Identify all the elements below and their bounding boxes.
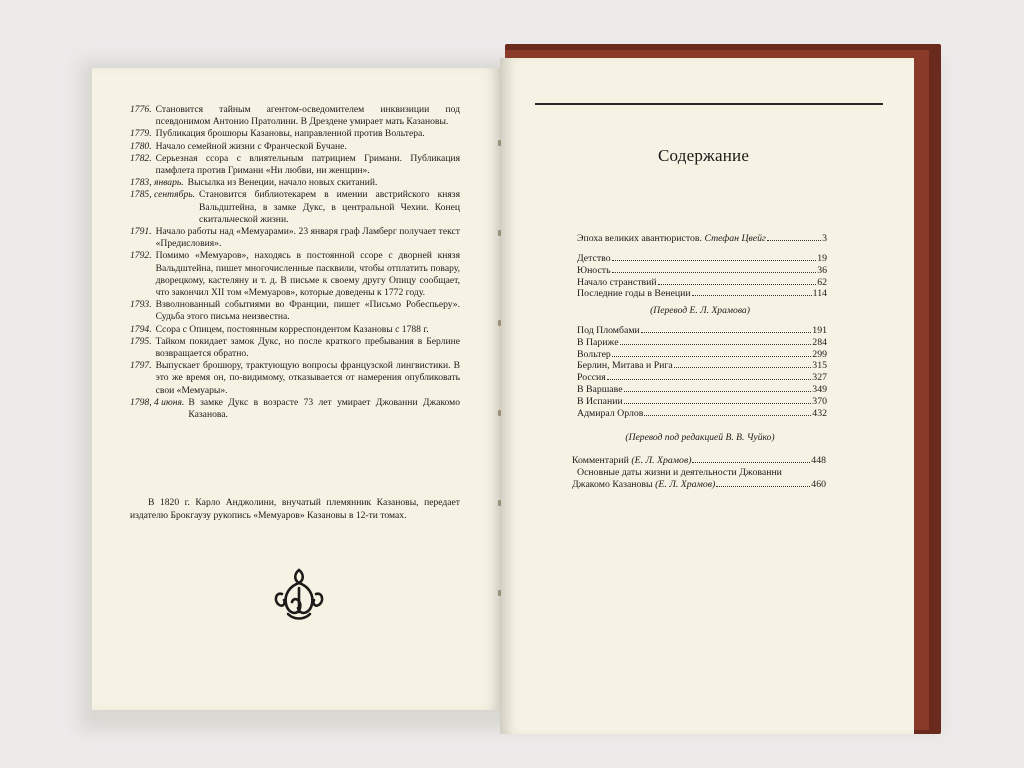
toc-label: В Париже [577, 336, 619, 348]
chronology-entry [130, 250, 460, 299]
toc-label: Джакомо Казановы [572, 478, 653, 490]
toc-page: 327 [812, 372, 827, 384]
toc-row [577, 360, 827, 372]
entry-text: Публикация брошюры Казановы, направленной против Вольтера. [155, 128, 425, 140]
chronology-entry [130, 104, 460, 128]
toc-author: Стефан Цвейг [704, 233, 766, 244]
toc-label: Под Пломбами [577, 325, 640, 336]
toc-label: Эпоха великих авантюристов. [577, 233, 702, 244]
entry-year: 1795. [130, 335, 152, 347]
chronology-entry [130, 153, 460, 177]
floral-vignette-icon [270, 564, 328, 622]
toc-title: Содержание [658, 146, 750, 165]
toc-label: В Испании [577, 395, 623, 407]
toc-page: 62 [817, 276, 827, 288]
entry-text: Помимо «Мемуаров», находясь в постоянной ссоре с дворней князя Вальдштейна, пишет многочисленные пасквили, чтобы отплатить повару, дворецкому, кастеляну и т. д. В письме к своему другу Опицу сообщает, что закончил XII том «Мемуаров», которые доведены к 1772 году. [155, 250, 460, 299]
binding-stitch [498, 140, 501, 146]
header-rule [535, 103, 883, 105]
toc-row [577, 384, 827, 396]
entry-text: Ссора с Опицем, постоянным корреспондентом Казановы с 1788 г. [155, 323, 429, 335]
toc-page: 3 [822, 233, 827, 244]
toc-row [577, 349, 827, 361]
entry-year: 1779. [130, 128, 152, 140]
entry-year: 1780. [130, 140, 152, 152]
toc-row [577, 408, 827, 420]
toc-page: 349 [812, 383, 827, 395]
toc-author: (Е. Л. Храмов) [655, 478, 716, 490]
entry-text: Высылка из Венеции, начало новых скитаний. [187, 177, 378, 189]
toc-row [572, 479, 826, 491]
toc-row [577, 396, 827, 408]
toc-label: Детство [577, 253, 611, 264]
toc-page: 448 [811, 455, 826, 466]
binding-stitch [498, 500, 501, 506]
chronology-entry [130, 397, 460, 421]
entry-year: 1793. [130, 299, 152, 311]
toc-row [577, 253, 827, 265]
chronology-entry [130, 128, 460, 140]
toc-label: Последние годы в Венеции [577, 288, 691, 300]
afterword-paragraph: В 1820 г. Карло Анджолини, внучатый племянник Казановы, передает издателю Брокгаузу рукопись «Мемуаров» Казановы в 12-ти томах. [130, 497, 460, 521]
toc-page: 315 [812, 360, 827, 372]
chronology-entry [130, 189, 460, 226]
entry-year: 1794. [130, 323, 152, 335]
toc-row [572, 467, 826, 479]
toc-label: Берлин, Митава и Рига [577, 360, 673, 372]
editor-credit: (Перевод под редакцией В. В. Чуйко) [625, 432, 775, 443]
binding-stitch [498, 590, 501, 596]
toc-row [577, 277, 827, 289]
toc-row [577, 325, 827, 337]
toc-label: Вольтер [577, 348, 611, 360]
entry-year: 1798, 4 июня. [130, 396, 185, 408]
toc-row [577, 265, 827, 277]
toc-page: 284 [812, 336, 827, 348]
chronology-entry [130, 177, 460, 189]
entry-year: 1783, январь. [130, 177, 184, 189]
toc-group-2 [577, 325, 827, 419]
chronology-entry [130, 360, 460, 397]
entry-year: 1782. [130, 152, 152, 164]
toc-label: В Варшаве [577, 383, 623, 395]
chronology-entry [130, 299, 460, 323]
chronology-entry [130, 336, 460, 360]
entry-text: Выпускает брошюру, трактующую вопросы французской лингвистики. В это же время он, по-видимому, отказывается от намерения опубликовать свои «Мемуары». [155, 360, 460, 396]
toc-label: Россия [577, 372, 606, 384]
entry-text: Начало работы над «Мемуарами». 23 января граф Ламберг получает текст «Предисловия». [155, 226, 460, 250]
entry-year: 1797. [130, 360, 152, 372]
chronology-entry [130, 141, 460, 153]
entry-text: Тайком покидает замок Дукс, но после краткого пребывания в Берлине возвращается обратно. [155, 335, 460, 360]
chronology-list [130, 104, 460, 421]
translator-credit: (Перевод Е. Л. Храмова) [650, 305, 750, 316]
entry-year: 1776. [130, 104, 152, 115]
toc-row [572, 455, 826, 467]
toc-row [577, 372, 827, 384]
entry-year: 1792. [130, 250, 152, 262]
toc-page: 191 [812, 325, 827, 336]
toc-page: 299 [812, 348, 827, 360]
entry-text: Начало семейной жизни с Франческой Бучане. [155, 140, 347, 152]
entry-year: 1785, сентябрь. [130, 189, 196, 201]
toc-group-3 [572, 455, 826, 490]
toc-label: Начало странствий [577, 276, 657, 288]
toc-page: 370 [812, 395, 827, 407]
toc-label: Комментарий [572, 455, 629, 466]
toc-page: 19 [817, 253, 827, 264]
entry-text: Становится тайным агентом-осведомителем инквизиции под псевдонимом Антонио Пратолини. В Дрездене умирает мать Казановы. [155, 104, 460, 128]
toc-row [577, 288, 827, 300]
toc-page: 460 [811, 478, 826, 490]
entry-text: Становится библиотекарем в имении австрийского князя Вальдштейна, в замке Дукс, в центральной Чехии. Конец скитальческой жизни. [199, 189, 460, 225]
toc-label: Адмирал Орлов [577, 407, 644, 419]
toc-group-1 [577, 253, 827, 300]
binding-stitch [498, 320, 501, 326]
entry-year: 1791. [130, 226, 152, 238]
toc-page: 114 [812, 288, 827, 300]
toc-page: 36 [817, 264, 827, 276]
chronology-entry [130, 324, 460, 336]
chronology-entry [130, 226, 460, 250]
binding-stitch [498, 410, 501, 416]
toc-page: 432 [812, 407, 827, 419]
entry-text: Серьезная ссора с влиятельным патрицием Гримани. Публикация памфлета против Гримани «Ни любви, ни женщин». [155, 152, 460, 177]
toc-row [577, 337, 827, 349]
entry-text: В замке Дукс в возрасте 73 лет умирает Джованни Джакомо Казанова. [188, 396, 460, 421]
toc-author: (Е. Л. Храмов) [631, 455, 692, 466]
toc-label: Основные даты жизни и деятельности Джованни [577, 466, 782, 478]
toc-intro [577, 233, 827, 245]
binding-stitch [498, 230, 501, 236]
toc-label: Юность [577, 264, 611, 276]
toc-row [577, 233, 827, 245]
entry-text: Взволнованный событиями во Франции, пишет «Письмо Робеспьеру». Судьба этого письма неизвестна. [155, 299, 460, 323]
